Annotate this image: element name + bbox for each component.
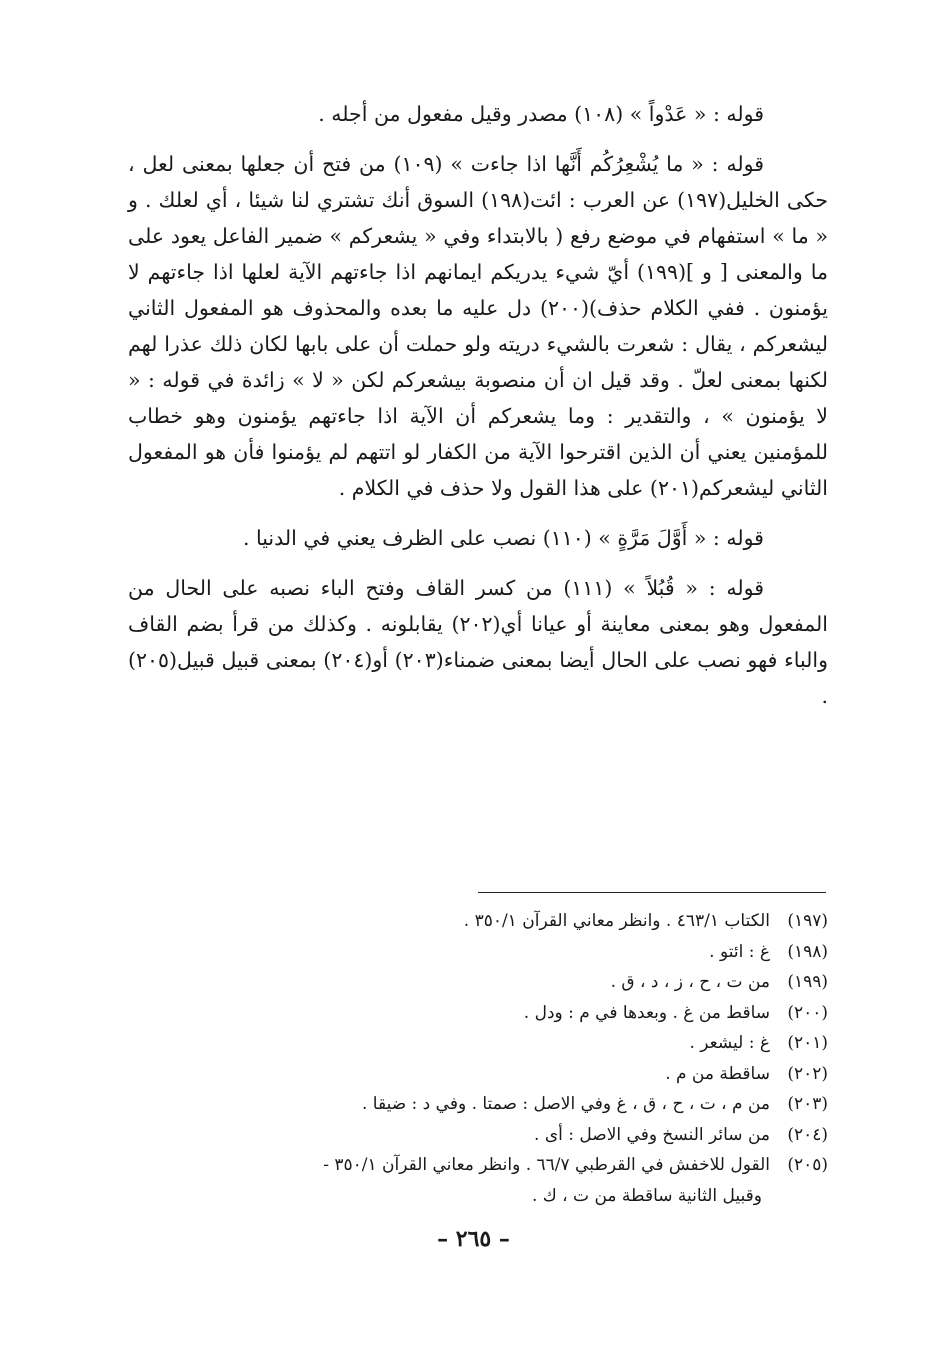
footnotes-list xyxy=(110,906,828,1211)
footnote-text: ساقط من غ . وبعدها في م : ودل . xyxy=(523,1002,770,1023)
paragraph-4: قوله : « قُبُلاً » (١١١) من كسر القاف وفتح الباء نصبه على الحال من المفعول وهو بمعنى معاينة أو عيانا أي(٢٠٢) يقابلونه . وكذلك من قرأ بضم القاف والباء فهو نصب على الحال أيضا بمعنى ضمناء(٢٠٣) أو(٢٠٤) بمعنى قبيل قبيل(٢٠٥) . xyxy=(128,576,829,708)
footnote xyxy=(110,1150,828,1181)
paragraph-1: قوله : « عَدْواً » (١٠٨) مصدر وقيل مفعول من أجله . xyxy=(318,102,764,126)
footnote xyxy=(110,998,828,1029)
footnote-number: (٢٠٤) xyxy=(787,1124,828,1145)
paragraph-3: قوله : « أَوَّلَ مَرَّةٍ » (١١٠) نصب على الظرف يعني في الدنيا . xyxy=(242,526,764,550)
page-number: – ٢٦٥ – xyxy=(437,1226,510,1252)
paragraph-2: قوله : « ما يُشْعِرُكُم أَنَّها اذا جاءت » (١٠٩) من فتح أن جعلها بمعنى لعل ، حكى الخليل(١٩٧) عن العرب : ائت(١٩٨) السوق أنك تشتري لنا شيئا ، أي لعلك . و « ما » استفهام في موضع رفع ( بالابتداء وفي « يشعركم » ضمير الفاعل يعود على ما والمعنى [ و ](١٩٩) أيّ شيء يدريكم ايمانهم اذا جاءتهم الآية لعلها اذا جاءتهم لا يؤمنون . ففي الكلام حذف)(٢٠٠) دل عليه ما بعده والمحذوف هو المفعول الثاني ليشعركم ، يقال : شعرت بالشيء دريته ولو حملت أن على بابها لكان ذلك عذرا لهم لكنها بمعنى لعلّ . وقد قيل ان أن منصوبة بيشعركم لكن « لا » زائدة في قوله : « لا يؤمنون » ، والتقدير : وما يشعركم أن الآية اذا جاءتهم يؤمنون وهو خطاب للمؤمنين يعني أن الذين اقترحوا الآية من الكفار لو اتتهم لم يؤمنوا فأن هو المفعول الثاني ليشعركم(٢٠١) على هذا القول ولا حذف في الكلام . xyxy=(128,152,829,500)
footnote-text: القول للاخفش في القرطبي ٦٦/٧ . وانظر معاني القرآن ٣٥٠/١ - xyxy=(323,1155,770,1175)
footnote-number: (٢٠٣) xyxy=(787,1094,828,1114)
footnote-text: غ : ليشعر . xyxy=(689,1033,770,1053)
footnote-text: من ت ، ح ، ز ، د ، ق . xyxy=(610,972,770,992)
main-text xyxy=(128,96,828,728)
footnote-number: (٢٠٠) xyxy=(787,1002,828,1023)
footnote xyxy=(110,1028,828,1059)
footnote-number: (٢٠١) xyxy=(787,1033,828,1053)
footnote xyxy=(110,937,828,968)
footnote xyxy=(110,967,828,998)
footnote-text: ساقطة من م . xyxy=(665,1063,770,1084)
footnote xyxy=(110,1120,828,1151)
footnote xyxy=(110,1059,828,1090)
footnote-text: من م ، ت ، ح ، ق ، غ وفي الاصل : صمتا . وفي د : ضيقا . xyxy=(362,1094,770,1114)
footnote-text: غ : ائتو . xyxy=(709,941,770,962)
footnote xyxy=(110,906,828,937)
footnote-number: (٢٠٢) xyxy=(787,1063,828,1084)
footnote-number: (١٩٩) xyxy=(787,972,828,992)
footnote-text: من سائر النسخ وفي الاصل : أى . xyxy=(534,1124,770,1145)
footnote-continuation: وقبيل الثانية ساقطة من ت ، ك . xyxy=(531,1185,762,1206)
footnote-number: (١٩٨) xyxy=(787,941,828,962)
footnote-text: الكتاب ٤٦٣/١ . وانظر معاني القرآن ٣٥٠/١ . xyxy=(463,911,770,931)
footnote-separator xyxy=(478,892,826,893)
footnote xyxy=(110,1089,828,1120)
footnote-number: (٢٠٥) xyxy=(787,1155,828,1175)
footnote-number: (١٩٧) xyxy=(787,911,828,931)
